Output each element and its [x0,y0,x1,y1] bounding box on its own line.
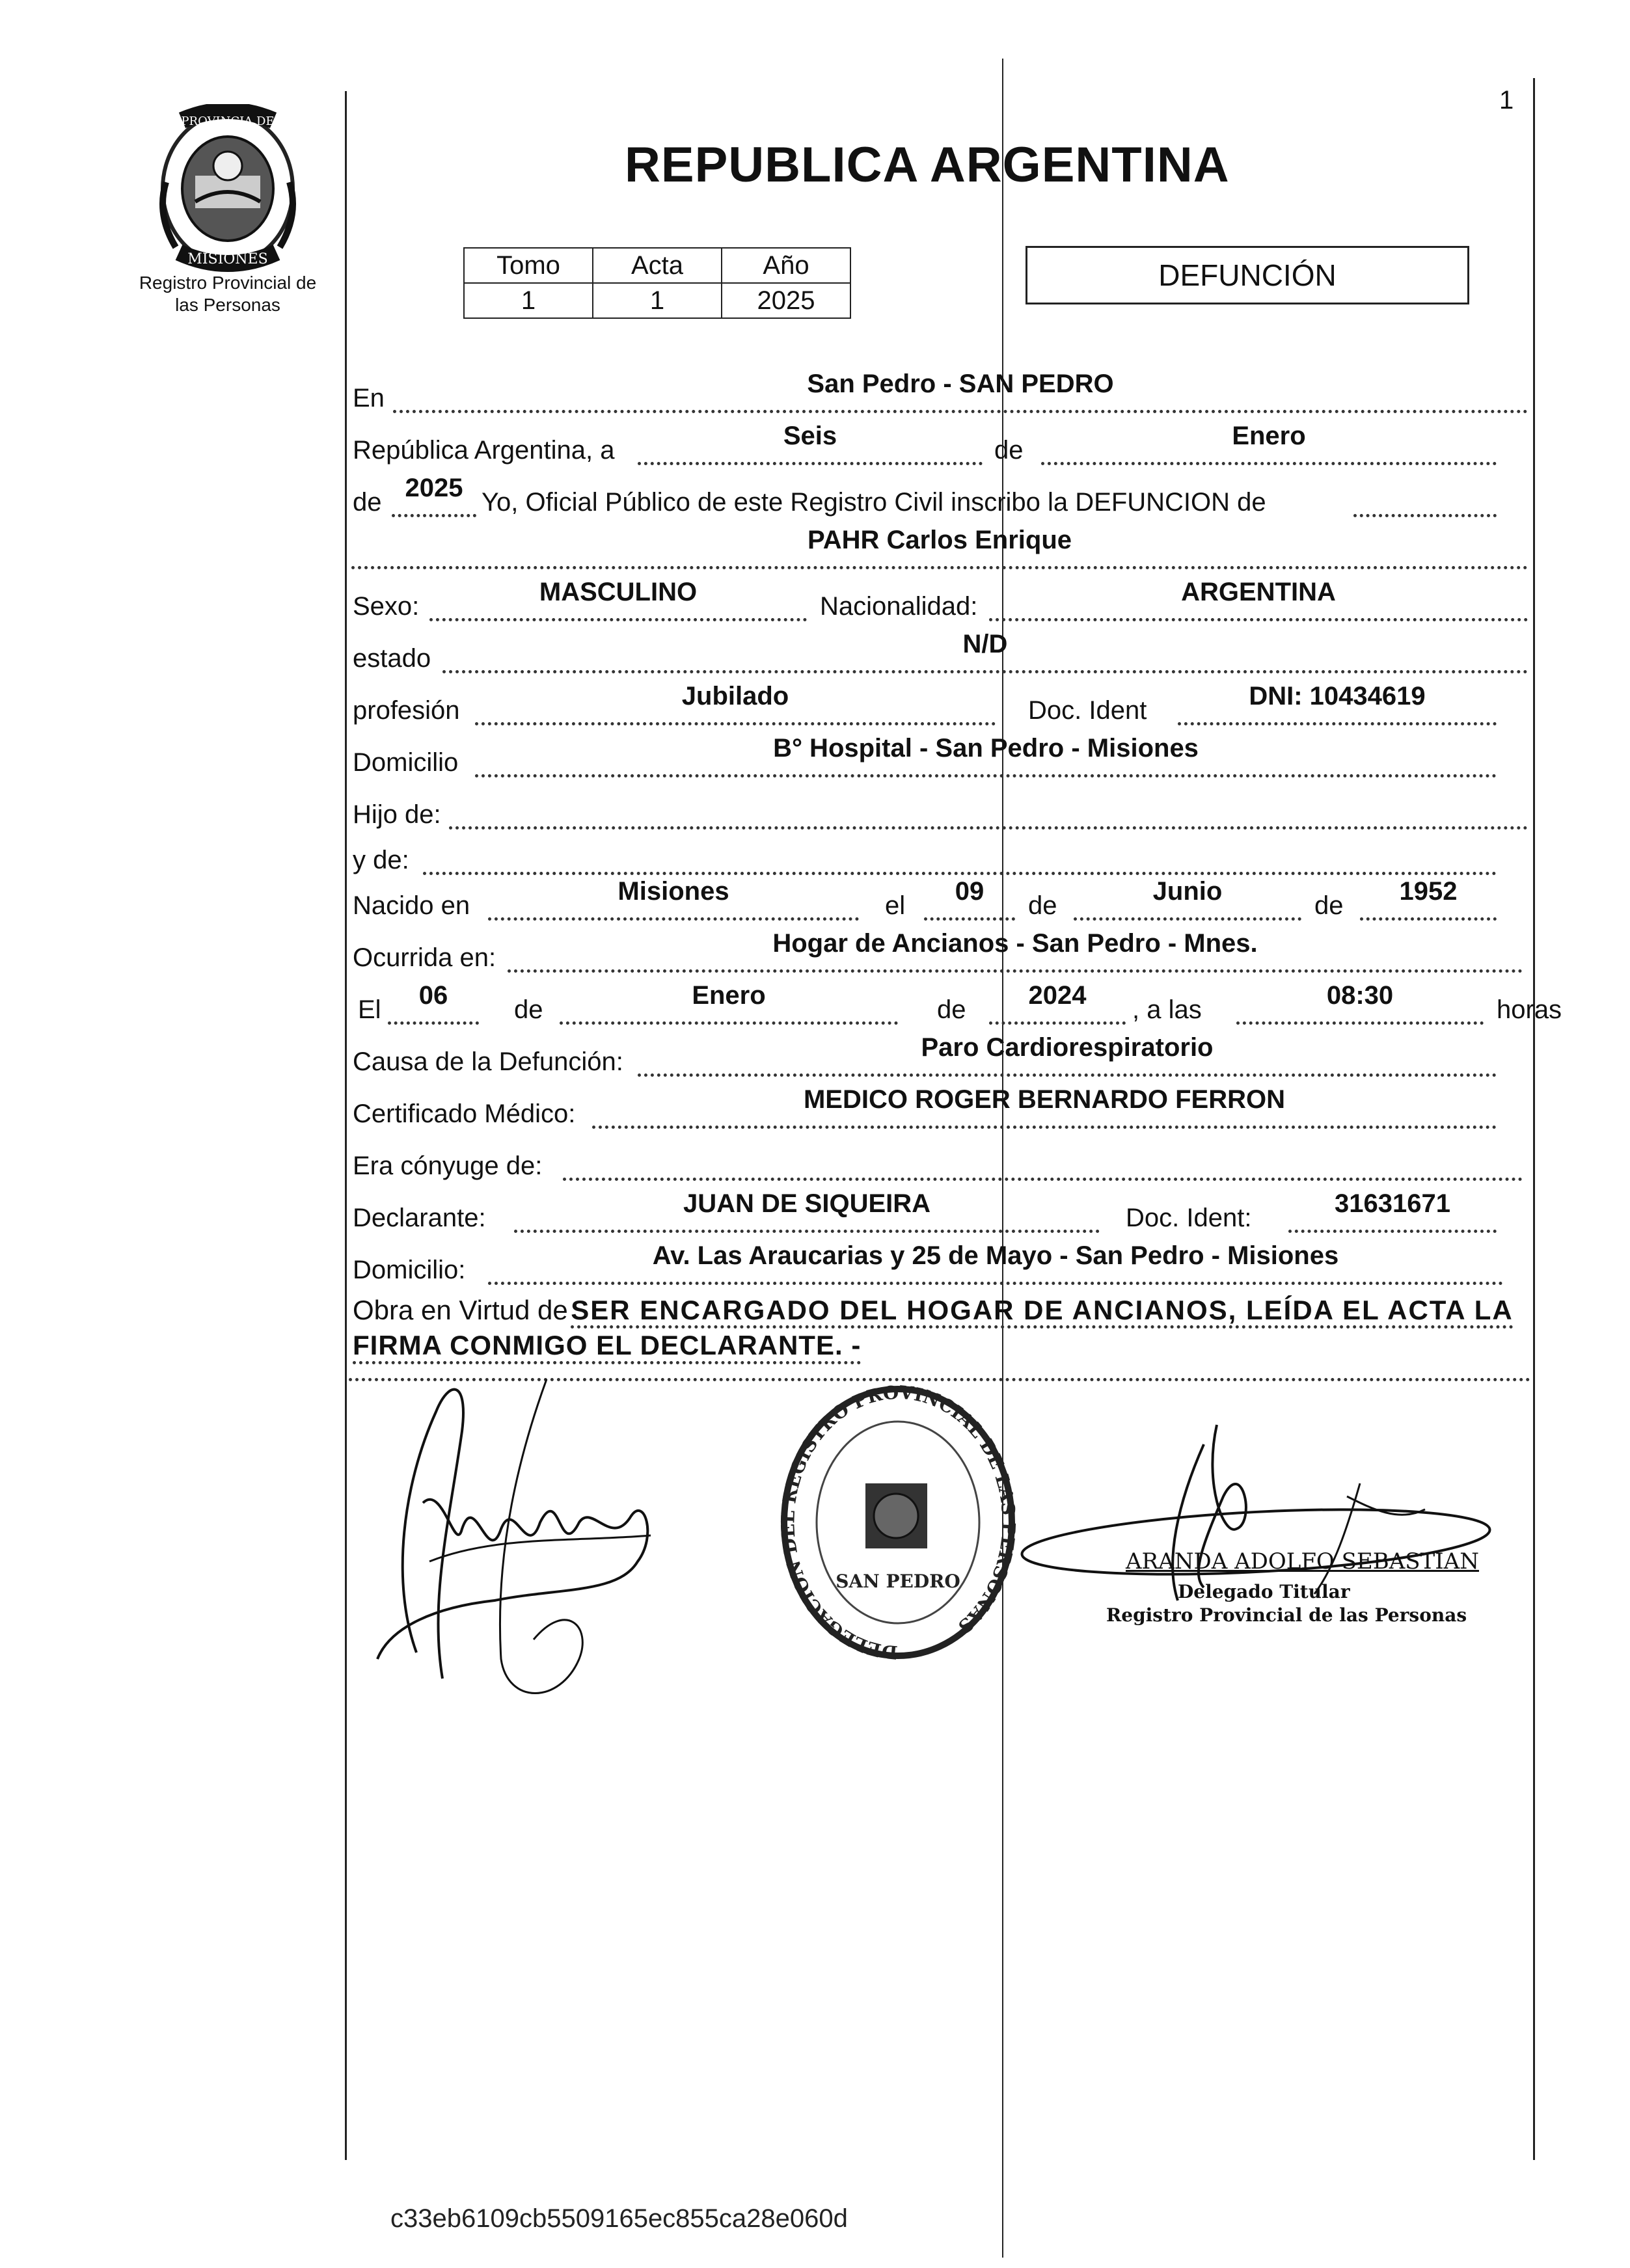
ocurrida-label: Ocurrida en: [353,943,496,972]
document-title: REPUBLICA ARGENTINA [625,137,1230,193]
en-value: San Pedro - SAN PEDRO [807,370,1114,398]
header-anio: Año [722,248,850,283]
hijo-label: Hijo de: [353,800,441,829]
fallec-mes: Enero [692,981,766,1010]
de3-label: de [1028,891,1057,920]
header-tomo: Tomo [464,248,593,283]
deceased-name: PAHR Carlos Enrique [808,526,1072,554]
obra-value-line2: FIRMA CONMIGO EL DECLARANTE. - [353,1330,861,1364]
row-profesion [351,682,1529,727]
footer-hash: c33eb6109cb5509165ec855ca28e060d [390,2204,848,2233]
row-hijo [351,786,1529,831]
en-label: En [353,384,385,412]
row-obra [353,1295,1529,1326]
row-estado [351,630,1529,675]
fallec-anio: 2024 [1028,981,1087,1010]
nacido-anio: 1952 [1399,877,1458,906]
nacido-label: Nacido en [353,891,470,920]
row-oficial [351,474,1529,519]
left-margin-rule [345,91,347,2160]
de2-label: de [353,488,382,517]
sexo-value: MASCULINO [539,578,698,606]
de4-label: de [1314,891,1344,920]
svg-text:PROVINCIA DE: PROVINCIA DE [181,115,275,128]
svg-text:SAN PEDRO: SAN PEDRO [835,1571,960,1592]
record-table-header [464,248,850,283]
svg-text:DELEGACION DEL REGISTRO PROVIN: DELEGACION DEL REGISTRO PROVINCIAL DE LAS PERSONAS [777,1381,1020,1664]
row-fecha-fallecimiento [351,981,1562,1027]
oficial-text: Yo, Oficial Público de este Registro Civil inscribo la DEFUNCION de [482,488,1266,517]
official-name: ARANDA ADOLFO SEBASTIAN [1126,1548,1479,1574]
nacionalidad-value: ARGENTINA [1181,578,1336,606]
alas-label: , a las [1132,995,1202,1024]
nacido-lugar: Misiones [618,877,729,906]
row-causa [351,1033,1529,1079]
record-table-values [464,283,850,318]
domicilio-value: B° Hospital - San Pedro - Misiones [773,734,1199,763]
estado-label: estado [353,644,431,673]
obra-label: Obra en Virtud de [353,1295,568,1325]
conyuge-label: Era cónyuge de: [353,1152,543,1180]
fallec-dia: 06 [418,981,448,1010]
yde-label: y de: [353,846,409,874]
profesion-label: profesión [353,696,460,725]
row-sexo [351,578,1529,623]
year-value: 2025 [405,474,463,502]
el-label: el [885,891,906,920]
domicilio2-label: Domicilio: [353,1256,466,1284]
svg-text:MISIONES: MISIONES [187,251,268,267]
row-domicilio-declarante [351,1241,1529,1287]
certificado-label: Certificado Médico: [353,1100,576,1128]
declarante-doc-value: 31631671 [1335,1189,1450,1218]
domicilio-label: Domicilio [353,748,459,777]
record-table [463,247,851,319]
row-deceased-name [351,526,1529,571]
record-type-box: DEFUNCIÓN [1026,246,1469,304]
value-anio: 2025 [722,283,850,318]
value-acta: 1 [593,283,722,318]
day-words: Seis [783,422,837,450]
month-words: Enero [1232,422,1306,450]
declarante-label: Declarante: [353,1204,486,1232]
row-nacimiento [351,877,1529,923]
organization-name: Registro Provincial de las Personas [139,273,317,315]
row-y-de [351,831,1529,877]
page-number: 1 [1499,86,1514,115]
fallec-hora: 08:30 [1326,981,1394,1010]
republica-label: República Argentina, a [353,436,615,465]
sexo-label: Sexo: [353,592,420,621]
nacionalidad-label: Nacionalidad: [820,592,978,621]
row-fecha-acta [351,422,1529,467]
causa-value: Paro Cardiorespiratorio [921,1033,1214,1062]
causa-label: Causa de la Defunción: [353,1047,623,1076]
domicilio2-value: Av. Las Araucarias y 25 de Mayo - San Pedro - Misiones [652,1241,1339,1270]
declarante-value: JUAN DE SIQUEIRA [683,1189,931,1218]
row-certificado [351,1085,1529,1131]
de6-label: de [937,995,966,1024]
header-acta: Acta [593,248,722,283]
official-org: Registro Provincial de las Personas [1106,1604,1467,1626]
de5-label: de [514,995,543,1024]
doc-ident-label: Doc. Ident [1028,696,1147,725]
declarant-signature [364,1353,703,1721]
estado-value: N/D [962,630,1008,658]
row-ocurrida [351,929,1529,975]
nacido-dia: 09 [955,877,985,906]
official-title: Delegado Titular [1178,1581,1350,1602]
el2-label: El [358,995,381,1024]
row-declarante [351,1189,1529,1235]
value-tomo: 1 [464,283,593,318]
declarante-doc-label: Doc. Ident: [1126,1204,1252,1232]
provincial-seal-logo [150,104,306,273]
de-label: de [994,436,1024,465]
right-margin-rule [1533,78,1535,2160]
ocurrida-value: Hogar de Ancianos - San Pedro - Mnes. [772,929,1258,958]
row-conyuge [351,1137,1529,1183]
doc-ident-value: DNI: 10434619 [1249,682,1426,710]
row-en [351,370,1529,415]
nacido-mes: Junio [1152,877,1223,906]
official-stamp [774,1379,1022,1669]
profesion-value: Jubilado [681,682,789,710]
row-domicilio [351,734,1529,779]
horas-label: horas [1497,995,1562,1024]
obra-value-line1: SER ENCARGADO DEL HOGAR DE ANCIANOS, LEÍDA EL ACTA LA [571,1295,1514,1329]
certificado-value: MEDICO ROGER BERNARDO FERRON [803,1085,1286,1114]
